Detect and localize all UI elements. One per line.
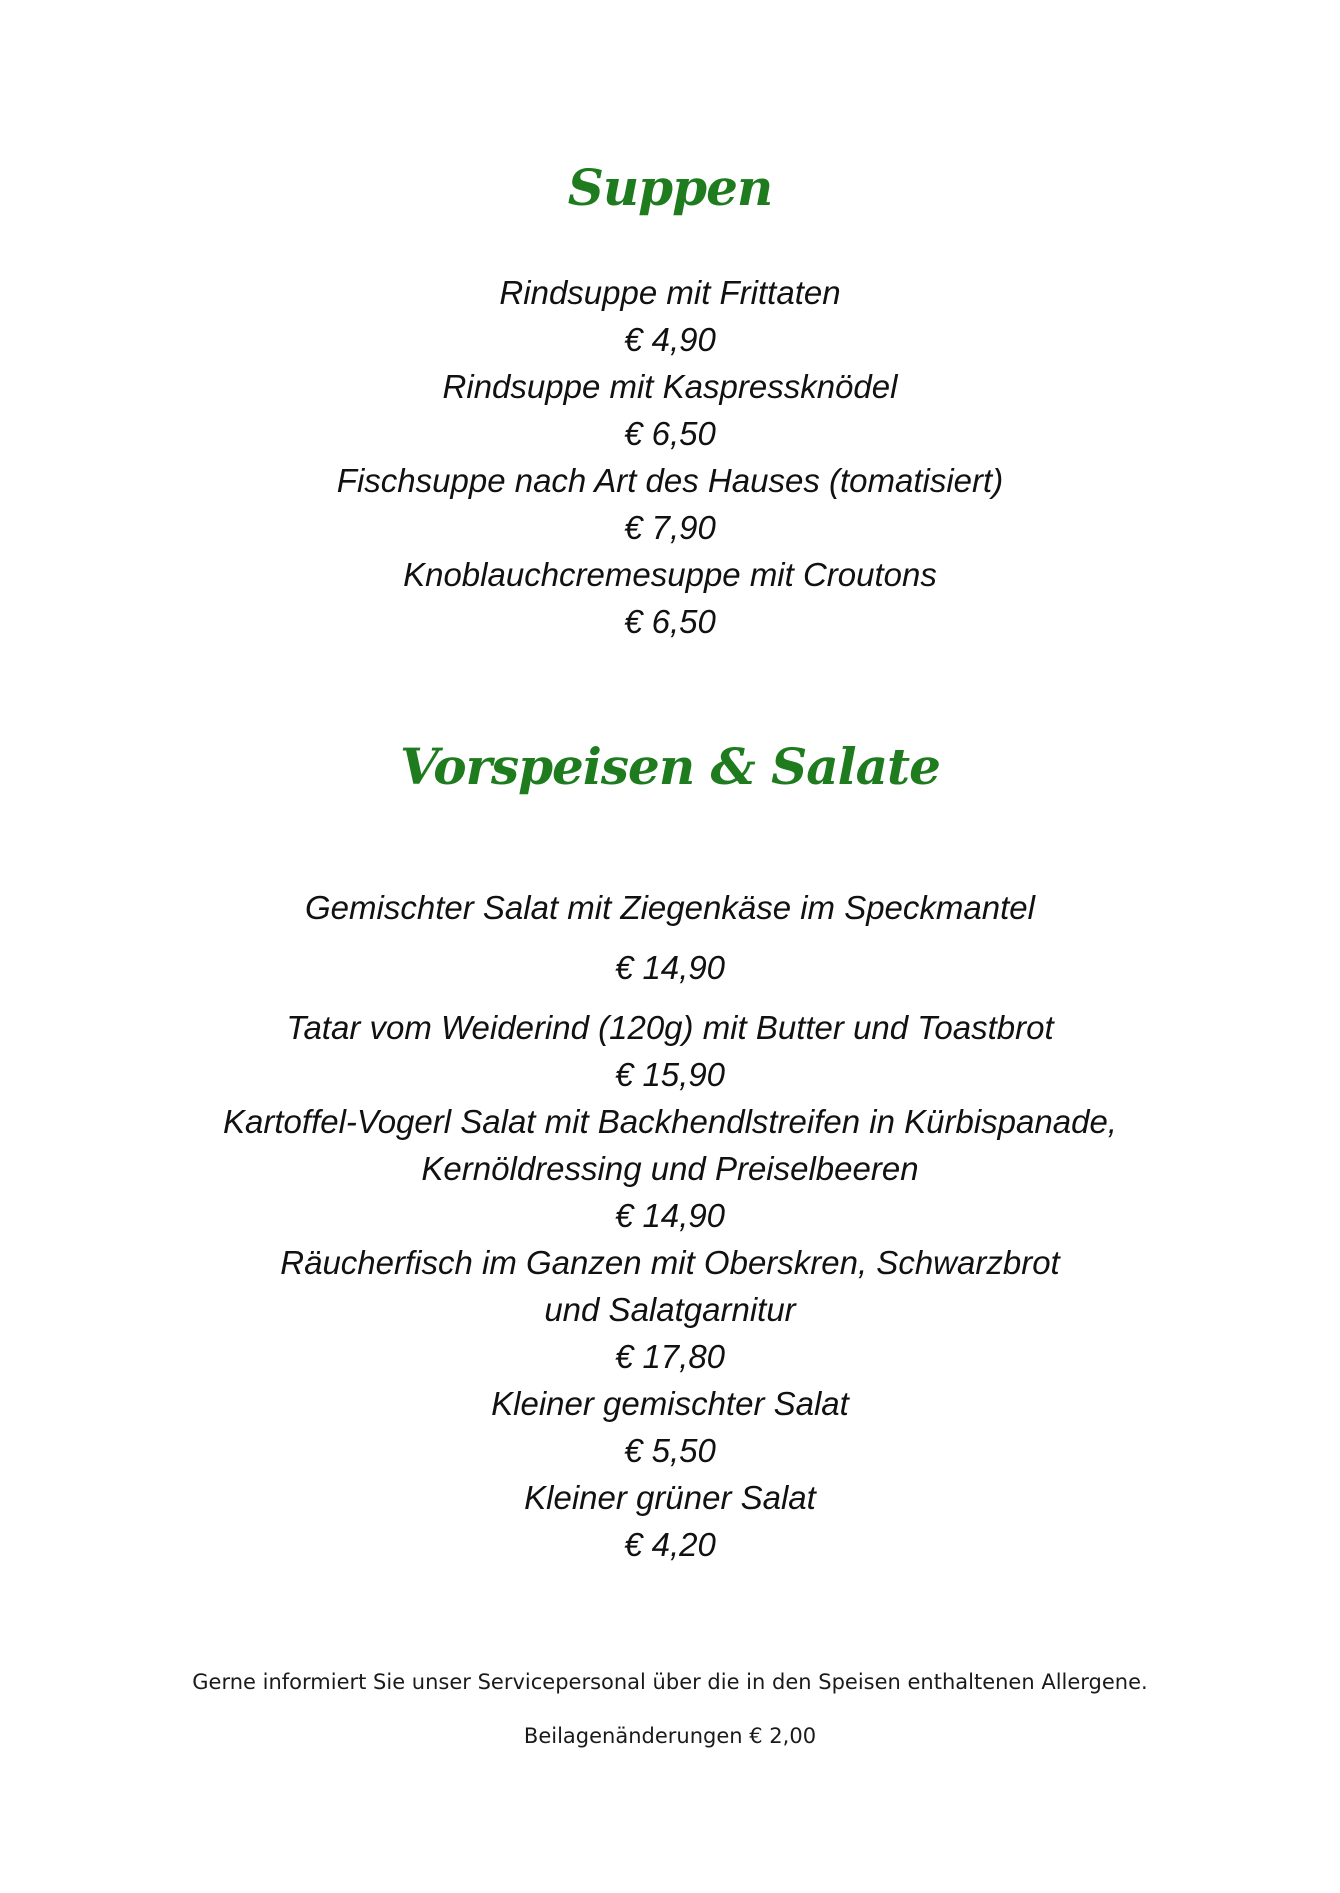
side-change-note: Beilagenänderungen € 2,00	[523, 1724, 817, 1748]
menu-item-name: und Salatgarnitur	[544, 1291, 796, 1328]
menu-item-price: € 6,50	[624, 603, 716, 640]
menu-item-price: € 4,20	[624, 1526, 716, 1563]
menu-item-name: Gemischter Salat mit Ziegenkäse im Speckmantel	[305, 889, 1035, 926]
menu-item-price: € 5,50	[624, 1432, 716, 1469]
menu-item-name: Rindsuppe mit Frittaten	[499, 274, 841, 311]
soups-list	[0, 269, 1340, 645]
menu-item-name: Knoblauchcremesuppe mit Croutons	[403, 556, 937, 593]
menu-item-price: € 7,90	[624, 509, 716, 546]
menu-item-name: Kernöldressing und Preiselbeeren	[421, 1150, 919, 1187]
starters-list	[0, 884, 1340, 1568]
allergen-note: Gerne informiert Sie unser Servicepersonal über die in den Speisen enthaltenen Allergene.	[192, 1670, 1148, 1694]
menu-item-price: € 6,50	[624, 415, 716, 452]
menu-item-price: € 17,80	[614, 1338, 726, 1375]
menu-item-price: € 14,90	[614, 1197, 726, 1234]
menu-item-price: € 15,90	[614, 1056, 726, 1093]
section-title-soups: Suppen	[567, 158, 773, 217]
section-title-starters: Vorspeisen & Salate	[400, 737, 940, 796]
menu-item-name: Tatar vom Weiderind (120g) mit Butter und Toastbrot	[286, 1009, 1054, 1046]
menu-item-name: Kleiner grüner Salat	[524, 1479, 816, 1516]
menu-item-name: Räucherfisch im Ganzen mit Oberskren, Schwarzbrot	[280, 1244, 1060, 1281]
menu-item-name: Rindsuppe mit Kaspressknödel	[442, 368, 898, 405]
menu-item-name: Fischsuppe nach Art des Hauses (tomatisiert)	[336, 462, 1004, 499]
menu-item-name: Kleiner gemischter Salat	[491, 1385, 849, 1422]
menu-item-name: Kartoffel-Vogerl Salat mit Backhendlstreifen in Kürbispanade,	[223, 1103, 1117, 1140]
menu-item-price: € 14,90	[614, 949, 726, 986]
menu-item-price: € 4,90	[624, 321, 716, 358]
